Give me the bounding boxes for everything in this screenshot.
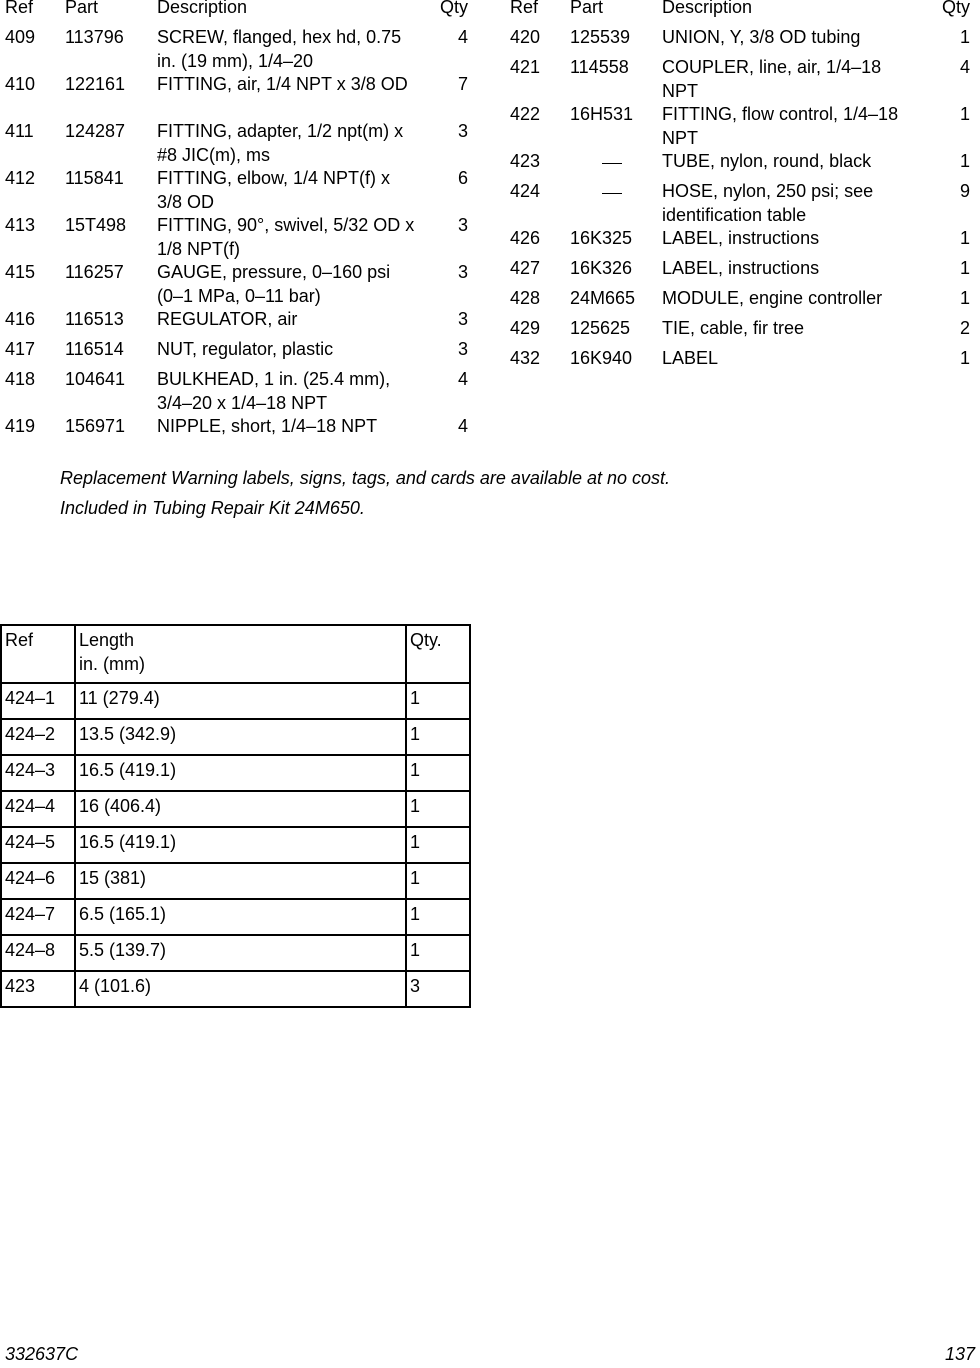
length-qty: 1 xyxy=(406,863,470,899)
part-number: 125625 xyxy=(570,318,631,338)
note-repair-kit: Included in Tubing Repair Kit 24M650. xyxy=(60,498,365,518)
part-number: 115841 xyxy=(65,168,124,188)
length-ref: 424–4 xyxy=(1,791,75,827)
part-description: REGULATOR, air xyxy=(157,309,298,329)
length-header-line1: Length xyxy=(79,630,135,650)
part-description: UNION, Y, 3/8 OD tubing xyxy=(662,27,861,47)
part-row xyxy=(510,55,972,102)
length-qty: 1 xyxy=(406,791,470,827)
length-table-body xyxy=(1,683,470,1007)
part-number: 116257 xyxy=(65,262,124,282)
part-qty: 1 xyxy=(959,348,970,368)
part-row xyxy=(5,213,470,260)
part-description: LABEL, instructions xyxy=(662,228,820,248)
parts-rows-right xyxy=(510,25,972,376)
length-ref: 424–7 xyxy=(1,899,75,935)
part-row xyxy=(5,260,470,307)
part-row xyxy=(510,316,972,346)
page-number: 137 xyxy=(944,1344,975,1364)
length-qty: 1 xyxy=(406,935,470,971)
part-description: FITTING, elbow, 1/4 NPT(f) x 3/8 OD xyxy=(157,168,391,212)
length-value: 16.5 (419.1) xyxy=(75,755,406,791)
part-qty: 4 xyxy=(457,416,468,436)
part-number: 122161 xyxy=(65,74,126,94)
part-qty: 3 xyxy=(457,121,468,141)
header-qty: Qty xyxy=(439,0,468,17)
part-description: LABEL xyxy=(662,348,719,368)
length-table-row xyxy=(1,863,470,899)
length-value: 5.5 (139.7) xyxy=(75,935,406,971)
part-ref: 419 xyxy=(5,416,36,436)
part-qty: 9 xyxy=(959,181,970,201)
length-value: 11 (279.4) xyxy=(75,683,406,719)
parts-header xyxy=(510,0,972,25)
length-qty: 1 xyxy=(406,683,470,719)
part-qty: 4 xyxy=(457,369,468,389)
parts-list-left xyxy=(5,0,470,444)
part-description: FITTING, 90°, swivel, 5/32 OD x 1/8 NPT(f) xyxy=(157,215,415,259)
part-qty: 2 xyxy=(959,318,970,338)
length-value: 15 (381) xyxy=(75,863,406,899)
part-ref: 422 xyxy=(510,104,541,124)
length-value: 6.5 (165.1) xyxy=(75,899,406,935)
length-value: 16 (406.4) xyxy=(75,791,406,827)
part-qty: 1 xyxy=(959,27,970,47)
header-description: Description xyxy=(157,0,248,17)
part-number: 16K325 xyxy=(570,228,633,248)
part-row xyxy=(510,25,972,55)
length-ref: 424–6 xyxy=(1,863,75,899)
part-number: 116513 xyxy=(65,309,124,329)
part-number: 15T498 xyxy=(65,215,127,235)
length-qty: 1 xyxy=(406,719,470,755)
part-number: 16H531 xyxy=(570,104,634,124)
part-description: BULKHEAD, 1 in. (25.4 mm), 3/4–20 x 1/4–18 NPT xyxy=(157,369,391,413)
part-description: NUT, regulator, plastic xyxy=(157,339,334,359)
length-value: 16.5 (419.1) xyxy=(75,827,406,863)
length-header-length xyxy=(75,625,406,683)
hose-length-table xyxy=(0,624,471,1008)
length-qty: 1 xyxy=(406,755,470,791)
part-number: 24M665 xyxy=(570,288,636,308)
part-qty: 3 xyxy=(457,215,468,235)
part-qty: 4 xyxy=(959,57,970,77)
part-description: SCREW, flanged, hex hd, 0.75 in. (19 mm), 1/4–20 xyxy=(157,27,402,71)
part-ref: 418 xyxy=(5,369,36,389)
part-description: TUBE, nylon, round, black xyxy=(662,151,872,171)
part-qty: 1 xyxy=(959,288,970,308)
part-row xyxy=(510,226,972,256)
part-row xyxy=(5,25,470,72)
part-row xyxy=(5,119,470,166)
part-description: FITTING, adapter, 1/2 npt(m) x #8 JIC(m), ms xyxy=(157,121,404,165)
part-description: HOSE, nylon, 250 psi; see identification table xyxy=(662,181,874,225)
part-row xyxy=(5,367,470,414)
part-row xyxy=(5,337,470,367)
part-number: 116514 xyxy=(65,339,124,359)
part-number: 16K940 xyxy=(570,348,633,368)
part-row xyxy=(510,286,972,316)
part-ref: 411 xyxy=(5,121,34,141)
header-ref: Ref xyxy=(510,0,539,17)
part-row xyxy=(510,179,972,226)
part-row xyxy=(5,72,470,119)
part-ref: 413 xyxy=(5,215,36,235)
part-ref: 426 xyxy=(510,228,541,248)
length-qty: 1 xyxy=(406,899,470,935)
length-ref: 424–5 xyxy=(1,827,75,863)
part-number: 124287 xyxy=(65,121,126,141)
part-number: 113796 xyxy=(65,27,124,47)
part-ref: 416 xyxy=(5,309,36,329)
part-qty: 6 xyxy=(457,168,468,188)
length-value: 4 (101.6) xyxy=(75,971,406,1007)
length-qty: 1 xyxy=(406,827,470,863)
part-ref: 409 xyxy=(5,27,36,47)
length-ref: 424–1 xyxy=(1,683,75,719)
no-part-number-dash xyxy=(602,193,622,194)
part-qty: 4 xyxy=(457,27,468,47)
part-ref: 423 xyxy=(510,151,541,171)
length-table-row xyxy=(1,935,470,971)
length-qty: 3 xyxy=(406,971,470,1007)
part-qty: 1 xyxy=(959,228,970,248)
part-description: LABEL, instructions xyxy=(662,258,820,278)
part-qty: 1 xyxy=(959,151,970,171)
length-header-qty: Qty. xyxy=(406,625,470,683)
part-qty: 1 xyxy=(959,258,970,278)
header-qty: Qty xyxy=(941,0,970,17)
note-warning-labels: Replacement Warning labels, signs, tags, and cards are available at no cost. xyxy=(60,468,671,488)
part-row xyxy=(5,414,470,444)
length-table-header xyxy=(1,625,470,683)
part-ref: 417 xyxy=(5,339,36,359)
length-ref: 424–3 xyxy=(1,755,75,791)
part-ref: 415 xyxy=(5,262,36,282)
length-ref: 424–8 xyxy=(1,935,75,971)
part-ref: 410 xyxy=(5,74,36,94)
part-number: 16K326 xyxy=(570,258,633,278)
length-table-row xyxy=(1,755,470,791)
parts-list-right xyxy=(510,0,972,376)
part-ref: 421 xyxy=(510,57,541,77)
part-ref: 424 xyxy=(510,181,541,201)
length-table-row xyxy=(1,719,470,755)
parts-header xyxy=(5,0,470,25)
length-header-line2: in. (mm) xyxy=(79,654,145,674)
part-qty: 3 xyxy=(457,339,468,359)
part-number: 114558 xyxy=(570,57,629,77)
length-header-ref: Ref xyxy=(1,625,75,683)
part-description: FITTING, air, 1/4 NPT x 3/8 OD xyxy=(157,74,408,94)
part-row xyxy=(510,102,972,149)
length-table-row xyxy=(1,791,470,827)
part-row xyxy=(5,166,470,213)
part-row xyxy=(510,346,972,376)
part-row xyxy=(510,256,972,286)
part-description: FITTING, flow control, 1/4–18 NPT xyxy=(662,104,899,148)
length-ref: 424–2 xyxy=(1,719,75,755)
part-ref: 428 xyxy=(510,288,541,308)
no-part-number-dash xyxy=(602,163,622,164)
part-ref: 427 xyxy=(510,258,541,278)
part-description: COUPLER, line, air, 1/4–18 NPT xyxy=(662,57,882,101)
doc-number: 332637C xyxy=(5,1344,79,1364)
part-ref: 412 xyxy=(5,168,36,188)
part-ref: 420 xyxy=(510,27,541,47)
header-part: Part xyxy=(570,0,604,17)
part-row xyxy=(5,307,470,337)
part-description: NIPPLE, short, 1/4–18 NPT xyxy=(157,416,378,436)
part-ref: 432 xyxy=(510,348,541,368)
length-value: 13.5 (342.9) xyxy=(75,719,406,755)
part-row xyxy=(510,149,972,179)
part-qty: 1 xyxy=(959,104,970,124)
part-number: 104641 xyxy=(65,369,126,389)
part-description: GAUGE, pressure, 0–160 psi (0–1 MPa, 0–11 bar) xyxy=(157,262,391,306)
length-table-row xyxy=(1,827,470,863)
part-description: MODULE, engine controller xyxy=(662,288,883,308)
part-number: 156971 xyxy=(65,416,126,436)
part-description: TIE, cable, fir tree xyxy=(662,318,805,338)
part-qty: 3 xyxy=(457,309,468,329)
part-ref: 429 xyxy=(510,318,541,338)
length-table-row xyxy=(1,683,470,719)
part-qty: 7 xyxy=(457,74,468,94)
footnotes xyxy=(60,466,670,526)
parts-rows-left xyxy=(5,25,470,444)
length-table-row xyxy=(1,899,470,935)
header-description: Description xyxy=(662,0,753,17)
part-qty: 3 xyxy=(457,262,468,282)
header-part: Part xyxy=(65,0,99,17)
length-table-row xyxy=(1,971,470,1007)
header-ref: Ref xyxy=(5,0,34,17)
part-number: 125539 xyxy=(570,27,631,47)
length-ref: 423 xyxy=(1,971,75,1007)
